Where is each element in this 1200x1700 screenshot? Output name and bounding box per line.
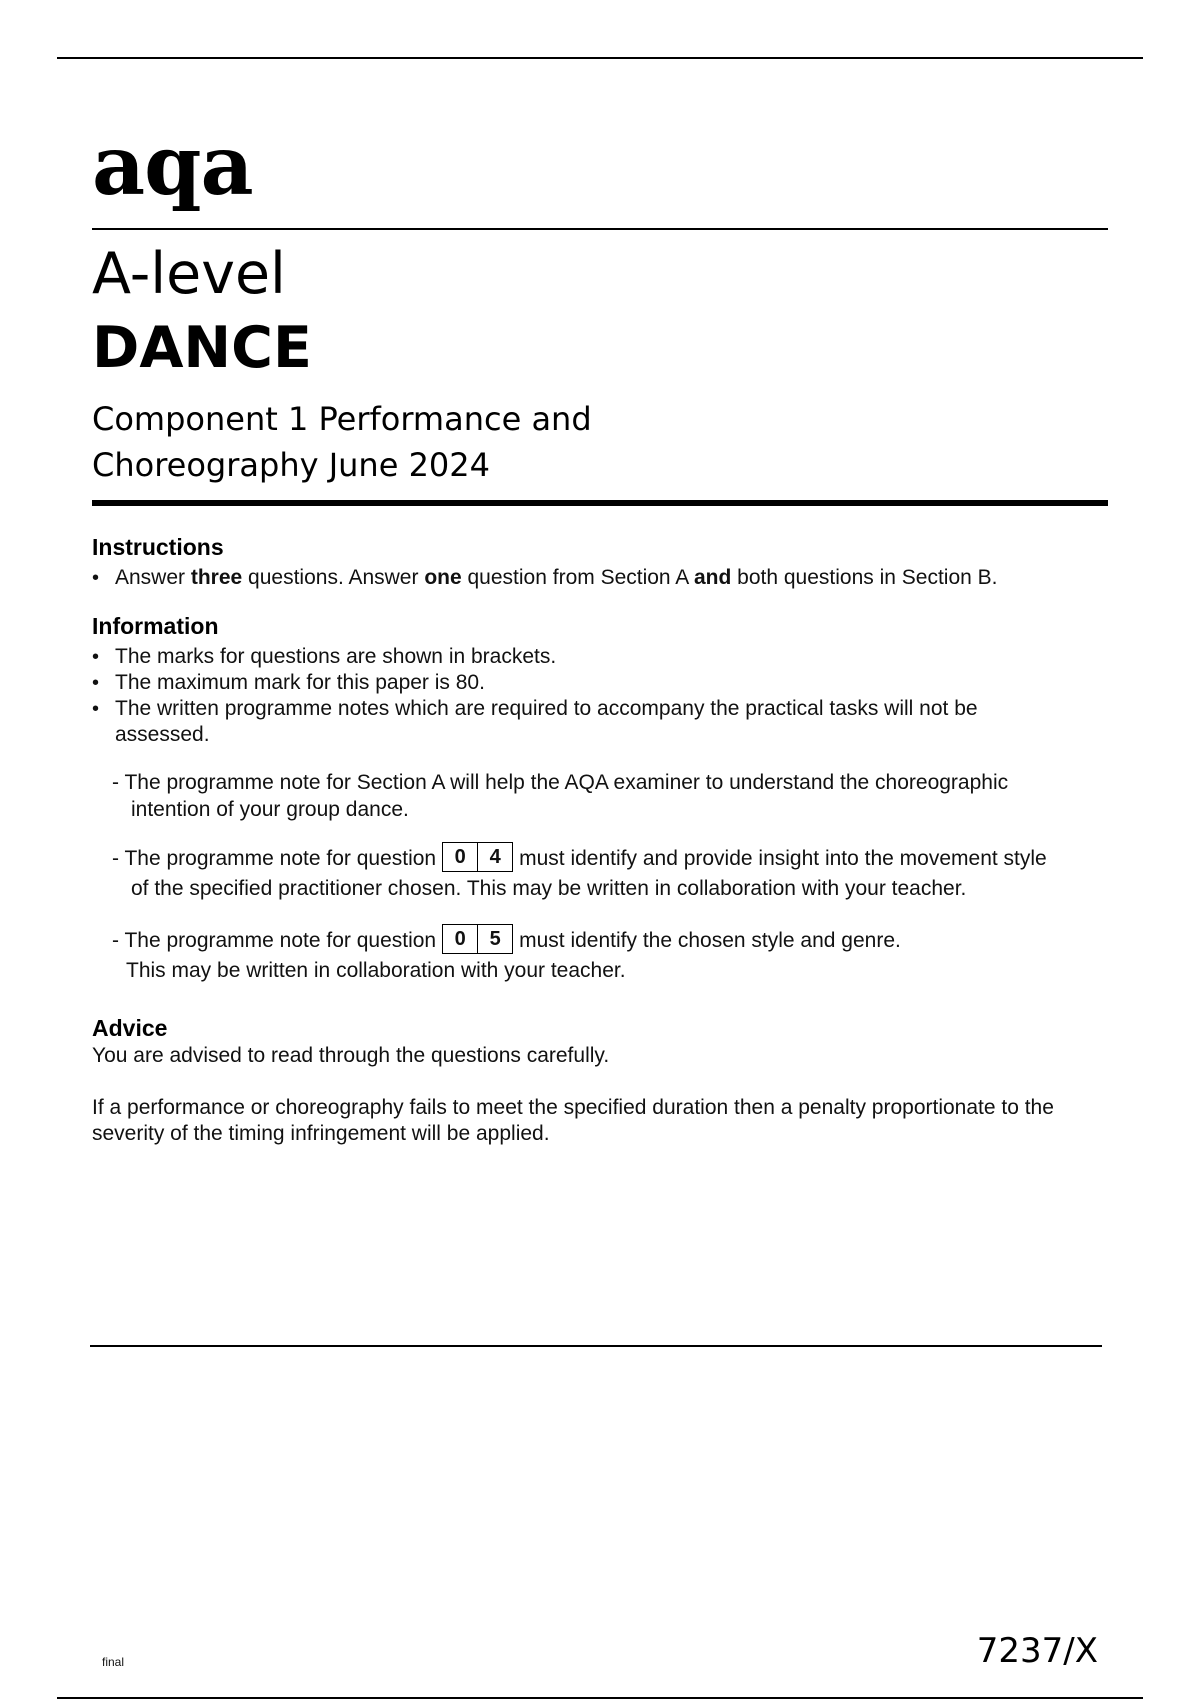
instructions-section	[92, 533, 1102, 591]
information-section	[92, 612, 1102, 748]
title-rule	[92, 500, 1108, 506]
aqa-logo: aqa	[92, 118, 253, 214]
information-heading: Information	[92, 613, 219, 639]
status-label: final	[102, 1655, 125, 1669]
question-number-box: 0 4	[442, 842, 513, 872]
bottom-content-rule	[90, 1345, 1102, 1347]
information-item: • The marks for questions are shown in brackets.	[92, 644, 1102, 670]
instruction-item: • Answer three questions. Answer one question from Section A and both questions in Section B.	[92, 565, 1102, 591]
question-number-box: 0 5	[442, 924, 513, 954]
information-list	[92, 644, 1102, 748]
header-rule	[92, 228, 1108, 230]
advice-paragraph: You are advised to read through the questions carefully.	[92, 1044, 610, 1067]
subject-title: DANCE	[92, 315, 312, 381]
advice-section	[92, 1014, 1092, 1147]
information-item: • The maximum mark for this paper is 80.	[92, 670, 1102, 696]
top-rule	[57, 57, 1143, 59]
paper-code: 7237/X	[976, 1631, 1098, 1671]
programme-note-section-a: - The programme note for Section A will help the AQA examiner to understand the choreographic intention of your group dance.	[112, 771, 1009, 821]
programme-note-question-05: - The programme note for question 0 5 must identify the chosen style and genre. This may be written in collaboration with your teacher.	[112, 926, 1122, 986]
component-title: Component 1 Performance and Choreography June 2024	[92, 400, 592, 484]
instructions-list	[92, 565, 1102, 591]
advice-heading: Advice	[92, 1015, 168, 1041]
programme-note-question-04: - The programme note for question 0 4 must identify and provide insight into the movement style of the specified practitioner chosen. This may be written in collaboration with your teacher.	[112, 844, 1122, 904]
instructions-heading: Instructions	[92, 534, 224, 560]
information-item: • The written programme notes which are required to accompany the practical tasks will not be assessed.	[92, 696, 1102, 748]
qualification-level: A-level	[92, 241, 286, 307]
bottom-rule	[57, 1697, 1143, 1699]
advice-paragraph: If a performance or choreography fails to meet the specified duration then a penalty proportionate to the severity of the timing infringement will be applied.	[92, 1096, 1054, 1145]
